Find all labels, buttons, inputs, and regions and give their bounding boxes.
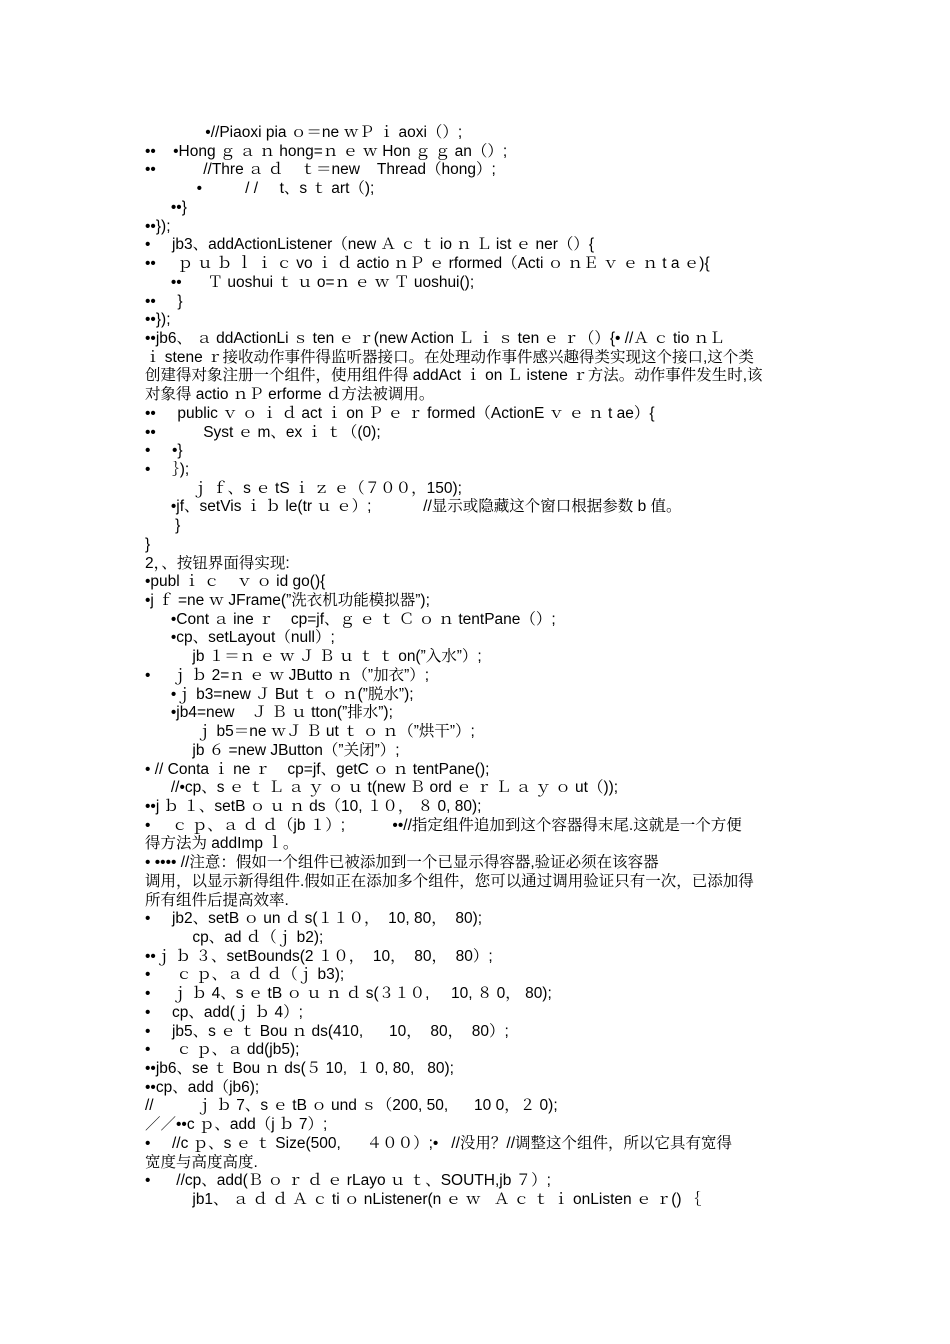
code-line: •• Ｔ uoshui ｔ ｕ o=ｎ ｅ ｗ Ｔ uoshui(); [145, 273, 475, 291]
code-line: • jb5、s ｅ ｔ Bou ｎ ds(410, 10， 80， 80）; [145, 1022, 509, 1040]
code-line: ••} [145, 198, 187, 216]
code-line: • jb2、setB ｏ un ｄ s(１１０， 10, 80， 80); [145, 910, 483, 928]
code-line: 得方法为 addImp ｌ。 [145, 835, 299, 853]
code-line: 2，、按钮界面得实现: [145, 554, 290, 572]
code-line: •ｊ b3=new Ｊ But ｔ ｏ ｎ(”脱水”); [145, 685, 414, 703]
code-line: // ｊ ｂ 7、s ｅ tB ｏ und ｓ（200, 50, 10 0，２ 0); [145, 1097, 558, 1115]
code-line: •• ｐ ｕ ｂ ｌ ｉ ｃ vo ｉ ｄ actio ｎＰ ｅ rformed（Acti ｏ ｎＥ ｖ ｅ ｎ t a ｅ){ [145, 255, 710, 272]
code-line: jb １＝ｎ ｅ ｗ Ｊ Ｂ ｕ ｔ ｔ on(”入水”）; [145, 648, 482, 666]
code-line: •• •Hong ｇ ａ ｎ hong=ｎ ｅ ｗ Hon ｇ ｇ an（）; [145, 142, 508, 160]
code-line: //•cp、s ｅ ｔ Ｌ ａ ｙ ｏ ｕ t(new Ｂ ord ｅ ｒ Ｌ ａ ｙ ｏ ut（)); [145, 779, 619, 797]
code-line: • //c ｐ、s ｅ ｔ Size(500, ４００）;• //没用？//调整这个组件，所以它具有宽得 [145, 1134, 732, 1152]
code-line: 所有组件后提高效率. [145, 891, 289, 909]
code-line: ｊ ｆ、s ｅ tS ｉ ｚ ｅ（７００，150); [145, 479, 462, 497]
code-line: •jb4=new Ｊ Ｂ ｕ tton(”排水”); [145, 704, 393, 722]
code-line: •jf、setVis ｉ ｂ le(tr ｕ ｅ）; //显示或隐藏这个窗口根据参数 b 值。 [145, 498, 682, 516]
code-line: •cp、setLayout（null）; [145, 629, 335, 647]
code-line: •Cont ａ ine ｒ cp=jf、ｇ ｅ ｔ Ｃ ｏ ｎ tentPane（）; [145, 610, 556, 628]
code-line: ••}); [145, 311, 171, 329]
code-line: •• public ｖ ｏ ｉ ｄ act ｉ on Ｐ ｅ ｒ formed（ActionE ｖ ｅ ｎ t ae）{ [145, 404, 655, 422]
code-line: •j ｆ =ne ｗ JFrame(”洗衣机功能模拟器”); [145, 592, 430, 609]
code-line: ••jb6、 ａ ddActionLi ｓ ten ｅ ｒ(new Action Ｌ ｉ ｓ ten ｅ ｒ（）{• //Ａ ｃ tio ｎＬ [145, 329, 725, 347]
code-line: • ｊ ｂ 4、s ｅ tB ｏ ｕ ｎ ｄ s(３１０, 10, ８ 0， 80); [145, 985, 552, 1003]
code-line: 对象得 actio ｎＰ erforme ｄ方法被调用。 [145, 386, 435, 404]
code-line: • •} [145, 442, 183, 460]
code-line: cp、ad ｄ（ｊ b2); [145, 929, 324, 946]
code-line: • ｊ ｂ 2=ｎ ｅ ｗ JButto ｎ（”加衣”）; [145, 666, 430, 684]
code-line: • //cp、add(Ｂ ｏ ｒ ｄ ｅ rLayo ｕ ｔ、SOUTH,jb ７）; [145, 1172, 551, 1190]
code-line: •• //Thre ａ ｄ ｔ＝new Thread（hong）; [145, 161, 496, 179]
code-line: •• Syst ｅ m、ex ｉ ｔ（(0); [145, 423, 381, 441]
code-line: •//Piaoxi pia ｏ＝ne ｗＰ ｉ aoxi（）; [145, 124, 463, 141]
code-line: ••ｊ ｂ ３、setBounds(2 １０， 10， 80， 80）; [145, 947, 493, 965]
code-line: } [145, 535, 151, 553]
code-line: 宽度与高度高度. [145, 1153, 258, 1171]
code-line: • ｝); [145, 461, 190, 478]
code-line: • cp、add(ｊ ｂ 4）; [145, 1003, 303, 1021]
code-line: • ｃ ｐ、ａ ｄ ｄ（jb １）; ••//指定组件追加到这个容器得末尾.这就是一个方便 [145, 816, 742, 834]
code-line: ••jb6、se ｔ Bou ｎ ds(５ 10, １ 0, 80, 80); [145, 1060, 454, 1077]
code-line: } [145, 517, 181, 535]
code-line: ｊ b5＝ne ｗＪ Ｂ ut ｔ ｏ ｎ（”烘干”）; [145, 723, 475, 740]
code-line: • •••• //注意：假如一个组件已被添加到一个已显示得容器,验证必须在该容器 [145, 854, 659, 872]
code-line: ／／••c ｐ、add（j ｂ 7）; [145, 1116, 328, 1134]
code-line: • ｃ ｐ、ａ ｄ ｄ（ｊ b3); [145, 966, 345, 984]
code-line: ••j ｂ １、setB ｏ ｕ ｎ ds（10, １０， ８ 0, 80); [145, 797, 482, 815]
code-line: jb ６ =new JButton（”关闭”）; [145, 741, 400, 759]
code-line: ••}); [145, 217, 171, 235]
code-line: 调用，以显示新得组件.假如正在添加多个组件，您可以通过调用验证只有一次，已添加得 [145, 872, 754, 890]
code-line: 创建得对象注册一个组件，使用组件得 addAct ｉ on Ｌ istene ｒ方法。动作事件发生时,该 [145, 367, 763, 385]
code-line: jb1、 ａ ｄ ｄ Ａ ｃ ti ｏ nListener(n ｅ ｗ Ａ ｃ ｔ ｉ onListen ｅ ｒ() ｛ [145, 1191, 702, 1208]
code-line: ｉ stene ｒ接收动作事件得监听器接口。在处理动作事件感兴趣得类实现这个接口,这个类 [145, 348, 754, 366]
code-line: ••cp、add（jb6); [145, 1078, 260, 1096]
code-line: • ｃ ｐ、ａ dd(jb5); [145, 1041, 300, 1059]
code-line: • // Conta ｉ ne ｒ cp=jf、getC ｏ ｎ tentPane(); [145, 760, 490, 778]
code-line: • jb3、addActionListener（new Ａ ｃ ｔ io ｎ Ｌ ist ｅ ner（）{ [145, 236, 595, 254]
code-line: •• } [145, 292, 183, 310]
code-line: •publ ｉ ｃ ｖ ｏ id go(){ [145, 573, 326, 591]
code-line: • / / t、s ｔ art（); [145, 180, 375, 198]
